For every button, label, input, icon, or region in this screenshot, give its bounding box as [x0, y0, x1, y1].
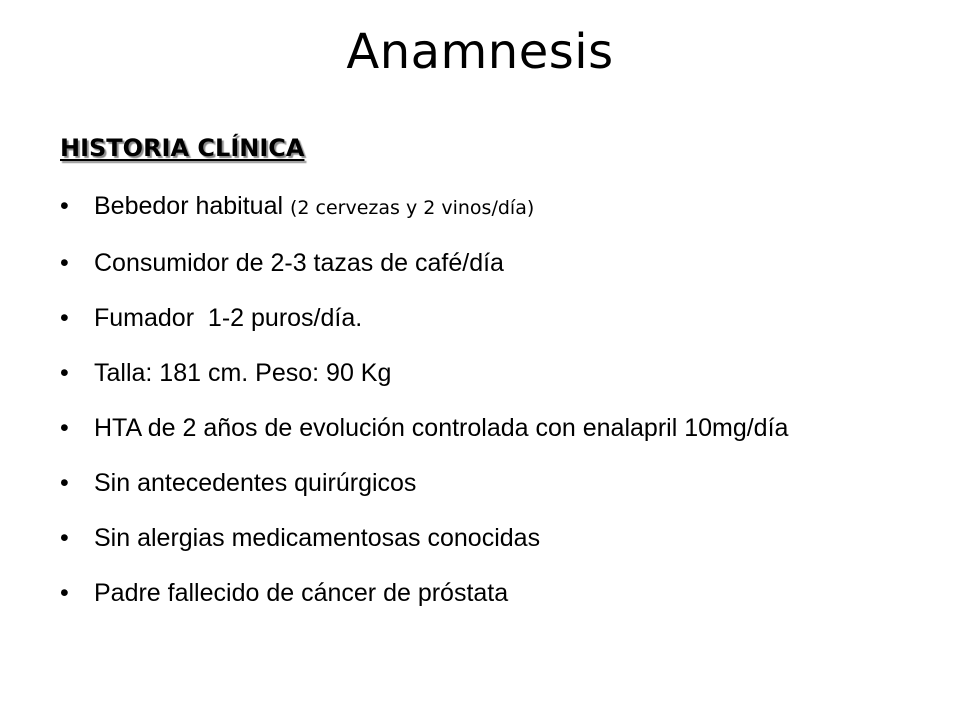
list-item-coffee — [60, 247, 900, 279]
list-item-text: Consumidor de 2-3 tazas de café/día — [94, 249, 504, 277]
list-item-text: Padre fallecido de cáncer de próstata — [94, 579, 509, 607]
bullet-icon: • — [60, 192, 69, 220]
list-item-text: HTA de 2 años de evolución controlada con enalapril 10mg/día — [94, 414, 789, 442]
bullet-icon: • — [60, 304, 69, 332]
list-item-smoking — [60, 302, 900, 334]
list-item-text: Sin alergias medicamentosas conocidas — [94, 524, 541, 552]
bullet-icon: • — [60, 414, 69, 442]
bullet-icon: • — [60, 524, 69, 552]
list-item-surgical-history — [60, 467, 900, 499]
bullet-icon: • — [60, 579, 69, 607]
bullet-icon: • — [60, 469, 69, 497]
list-item-text: Fumador 1-2 puros/día. — [94, 304, 363, 332]
list-item-height-weight — [60, 357, 900, 389]
list-item-note: (2 cervezas y 2 vinos/día) — [289, 197, 535, 219]
list-item-text: Bebedor habitual — [94, 192, 290, 220]
bullet-icon: • — [60, 249, 69, 277]
section-heading: HISTORIA CLÍNICA — [60, 134, 305, 162]
list-item-family-history — [60, 577, 900, 609]
list-item-hypertension — [60, 412, 900, 444]
list-item-allergies — [60, 522, 900, 554]
slide-title: Anamnesis — [346, 24, 614, 80]
bullet-icon: • — [60, 359, 69, 387]
list-item-text: Sin antecedentes quirúrgicos — [94, 469, 417, 497]
bullet-list — [60, 190, 900, 632]
list-item-alcohol — [60, 190, 900, 224]
list-item-text: Talla: 181 cm. Peso: 90 Kg — [94, 359, 392, 387]
